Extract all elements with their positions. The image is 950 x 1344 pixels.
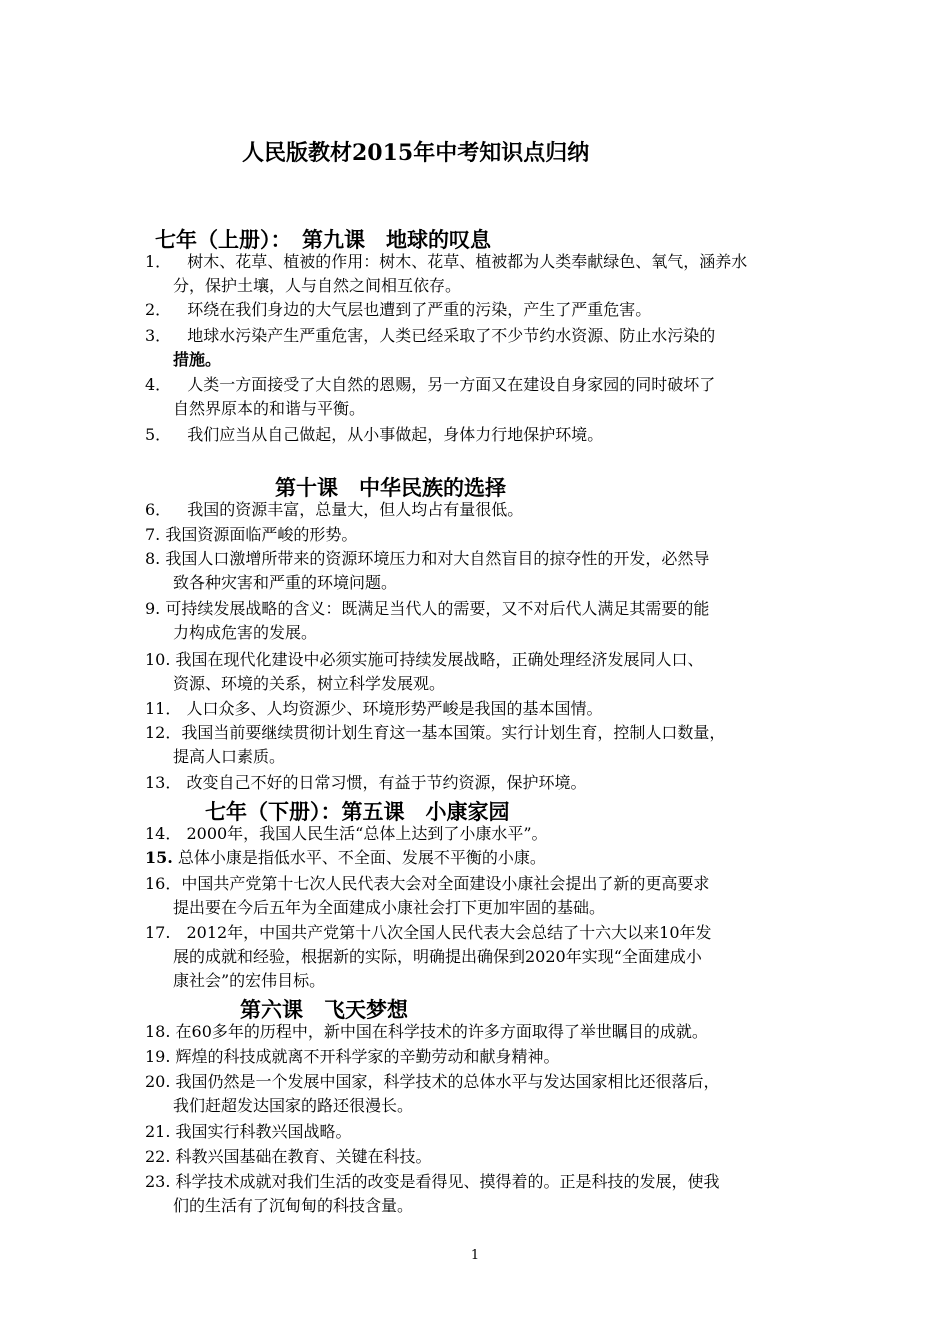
item-text: 可持续发展战略的含义：既满足当代人的需要，又不对后代人满足其需要的能 bbox=[160, 599, 710, 618]
item-number: 7. bbox=[145, 525, 161, 544]
list-item-5 bbox=[145, 423, 820, 447]
list-item-21 bbox=[145, 1120, 820, 1144]
list-item-19 bbox=[145, 1045, 820, 1069]
item-text: 环绕在我们身边的大气层也遭到了严重的污染，产生了严重危害。 bbox=[171, 300, 652, 319]
list-item-18 bbox=[145, 1020, 820, 1044]
item-text: 总体小康是指低水平、不全面、发展不平衡的小康。 bbox=[172, 848, 546, 867]
item-number: 18. bbox=[145, 1022, 171, 1041]
item-number: 15. bbox=[145, 848, 173, 867]
item-text-continued: 资源、环境的关系，树立科学发展观。 bbox=[173, 674, 446, 693]
list-item-3 bbox=[145, 324, 820, 372]
item-number: 20. bbox=[145, 1072, 171, 1091]
item-number: 1． bbox=[145, 252, 172, 271]
section-heading-lesson10: 第十课 中华民族的选择 bbox=[275, 475, 506, 500]
list-item-8 bbox=[145, 547, 820, 595]
item-text-continued: 我们赶超发达国家的路还很漫长。 bbox=[173, 1096, 414, 1115]
item-text: 我国人口激增所带来的资源环境压力和对大自然盲目的掠夺性的开发，必然导 bbox=[160, 549, 710, 568]
item-number: 2． bbox=[145, 300, 172, 319]
item-number: 21. bbox=[145, 1122, 171, 1141]
item-text-continued: 力构成危害的发展。 bbox=[173, 623, 318, 642]
item-text: 我们应当从自己做起，从小事做起，身体力行地保护环境。 bbox=[171, 425, 604, 444]
item-text: 我国当前要继续贯彻计划生育这一基本国策。实行计划生育，控制人口数量， bbox=[181, 723, 726, 742]
item-text-continued: 致各种灾害和严重的环境问题。 bbox=[173, 573, 398, 592]
item-text-continued: 自然界原本的和谐与平衡。 bbox=[173, 399, 366, 418]
section-heading-grade7-vol1-lesson9: 七年（上册）： 第九课 地球的叹息 bbox=[155, 227, 491, 252]
item-text: 地球水污染产生严重危害，人类已经采取了不少节约水资源、防止水污染的 bbox=[171, 326, 716, 345]
list-item-13 bbox=[145, 771, 820, 795]
item-number: 3． bbox=[145, 326, 172, 345]
item-number: 5． bbox=[145, 425, 172, 444]
item-text-continued: 展的成就和经验，根据新的实际，明确提出确保到2020年实现“全面建成小 bbox=[173, 947, 702, 966]
item-text: 人类一方面接受了大自然的恩赐，另一方面又在建设自身家园的同时破坏了 bbox=[171, 375, 716, 394]
item-text: 辉煌的科技成就离不开科学家的辛勤劳动和献身精神。 bbox=[170, 1047, 560, 1066]
item-number: 4． bbox=[145, 375, 172, 394]
list-item-4 bbox=[145, 373, 820, 421]
list-item-14 bbox=[145, 822, 820, 846]
list-item-12 bbox=[145, 721, 820, 769]
item-number: 13． bbox=[145, 773, 182, 792]
list-item-17 bbox=[145, 921, 820, 993]
item-text-continued: 分，保护土壤，人与自然之间相互依存。 bbox=[173, 276, 462, 295]
list-item-7 bbox=[145, 523, 820, 547]
item-number: 8. bbox=[145, 549, 161, 568]
item-number: 11． bbox=[145, 699, 182, 718]
list-item-6 bbox=[145, 498, 820, 522]
item-text: 科教兴国基础在教育、关键在科技。 bbox=[170, 1147, 432, 1166]
item-number: 19. bbox=[145, 1047, 171, 1066]
item-number: 6． bbox=[145, 500, 172, 519]
item-text-continued: 康社会”的宏伟目标。 bbox=[173, 971, 326, 990]
list-item-22 bbox=[145, 1145, 820, 1169]
item-text: 我国的资源丰富，总量大，但人均占有量很低。 bbox=[171, 500, 524, 519]
item-text: 树木、花草、植被的作用：树木、花草、植被都为人类奉献绿色、氧气，涵养水 bbox=[171, 252, 748, 271]
item-number: 16． bbox=[145, 874, 182, 893]
list-item-11 bbox=[145, 697, 820, 721]
item-number: 12． bbox=[145, 723, 182, 742]
list-item-15 bbox=[145, 846, 820, 870]
item-text-continued: 提高人口素质。 bbox=[173, 747, 286, 766]
item-text: 中国共产党第十七次人民代表大会对全面建设小康社会提出了新的更高要求 bbox=[181, 874, 710, 893]
list-item-16 bbox=[145, 872, 820, 920]
item-text-continued: 措施。 bbox=[173, 350, 222, 369]
item-text: 在60多年的历程中，新中国在科学技术的许多方面取得了举世瞩目的成就。 bbox=[170, 1022, 708, 1041]
item-text: 人口众多、人均资源少、环境形势严峻是我国的基本国情。 bbox=[181, 699, 603, 718]
section-heading-lesson6: 第六课 飞天梦想 bbox=[240, 997, 408, 1022]
item-number: 23. bbox=[145, 1172, 171, 1191]
item-text: 科学技术成就对我们生活的改变是看得见、摸得着的。正是科技的发展，使我 bbox=[170, 1172, 720, 1191]
item-text: 我国实行科教兴国战略。 bbox=[170, 1122, 352, 1141]
list-item-23 bbox=[145, 1170, 820, 1218]
section-heading-grade7-vol2-lesson5: 七年（下册）：第五课 小康家园 bbox=[205, 799, 510, 824]
list-item-1 bbox=[145, 250, 820, 298]
list-item-20 bbox=[145, 1070, 820, 1118]
item-text: 2012年，中国共产党第十八次全国人民代表大会总结了十六大以来10年发 bbox=[170, 923, 712, 942]
item-number: 22. bbox=[145, 1147, 171, 1166]
item-text-continued: 提出要在今后五年为全面建成小康社会打下更加牢固的基础。 bbox=[173, 898, 606, 917]
item-text: 我国仍然是一个发展中国家，科学技术的总体水平与发达国家相比还很落后， bbox=[170, 1072, 720, 1091]
item-number: 9. bbox=[145, 599, 161, 618]
list-item-10 bbox=[145, 648, 820, 696]
item-number: 10. bbox=[145, 650, 171, 669]
list-item-2 bbox=[145, 298, 820, 322]
item-text-continued: 们的生活有了沉甸甸的科技含量。 bbox=[173, 1196, 414, 1215]
item-text: 我国在现代化建设中必须实施可持续发展战略，正确处理经济发展同人口、 bbox=[170, 650, 704, 669]
list-item-9 bbox=[145, 597, 820, 645]
item-text: 2000年，我国人民生活“总体上达到了小康水平”。 bbox=[181, 824, 548, 843]
item-number: 17. bbox=[145, 923, 171, 942]
item-text: 我国资源面临严峻的形势。 bbox=[160, 525, 358, 544]
document-title: 人民版教材2015年中考知识点归纳 bbox=[242, 140, 590, 166]
item-text: 改变自己不好的日常习惯，有益于节约资源，保护环境。 bbox=[181, 773, 587, 792]
item-number: 14． bbox=[145, 824, 182, 843]
page-number: 1 bbox=[470, 1248, 480, 1263]
